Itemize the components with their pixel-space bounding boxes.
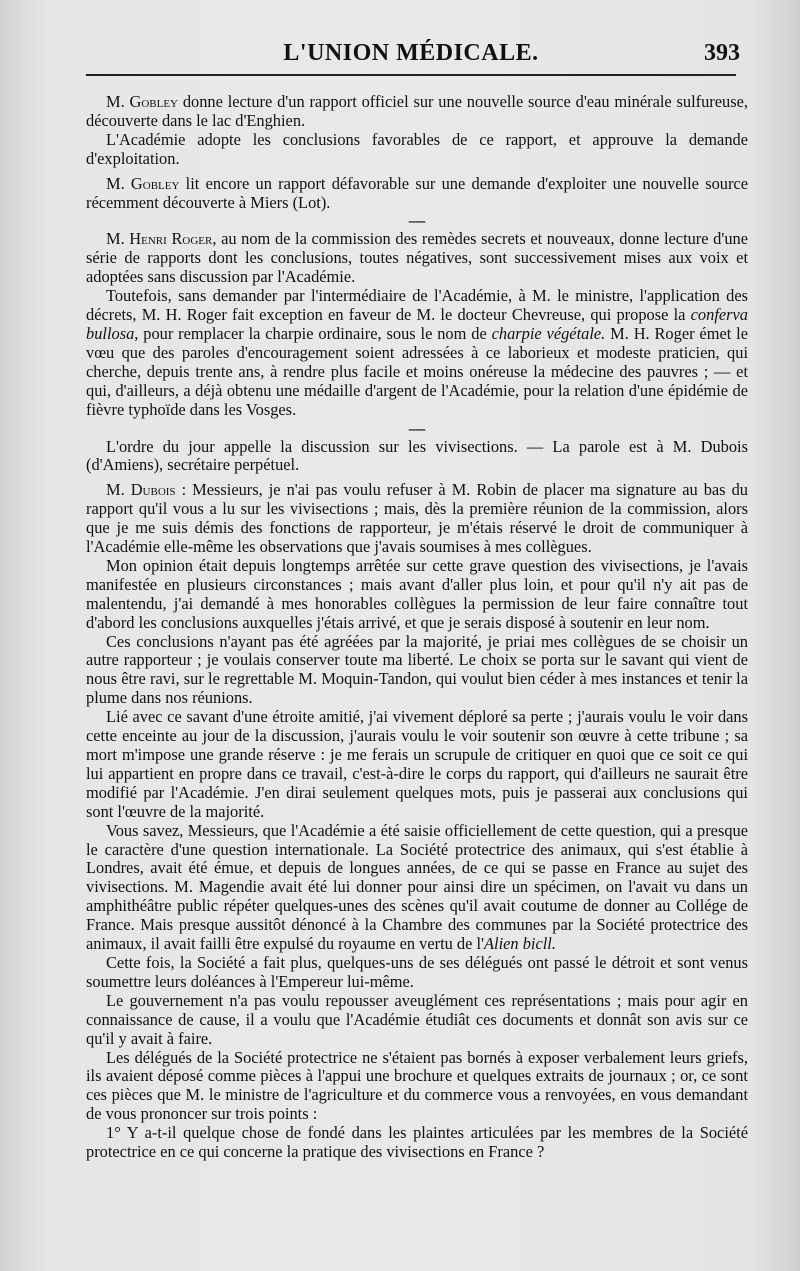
italic-term: Alien bicll. <box>484 934 556 954</box>
paragraph: Mon opinion était depuis longtemps arrêtée sur cette grave question des vivisections, je l'avais manifestée en plusieurs circonstances ; mais avant d'aller plus loin, et pour qu'il n'y ait pas de malentendu, j'ai demandé à mes honorables collègues la permission de leur faire connaître tout d'abord les conclusions auxquelles j'étais arrivé, et que je serais disposé à soutenir en leur nom. <box>86 555 748 632</box>
paragraph: Toutefois, sans demander par l'intermédiaire de l'Académie, à M. le ministre, l'application des décrets, M. H. Roger fait exception en faveur de M. le docteur Chevreuse, qui propose la conferva bullosa, pour remplacer la charpie ordinaire, sous le nom de charpie végétale. M. H. Roger émet le vœu que des paroles d'encouragement soient adressées à ce laborieux et modeste praticien, qui cherche, depuis trente ans, à rendre plus facile et moins onéreuse la médecine des pauvres ; — et qui, d'ailleurs, a déjà obtenu une médaille d'argent de l'Académie, pour la relation d'une épidémie de fièvre typhoïde dans les Vosges. <box>86 286 748 419</box>
article-body <box>86 93 748 1162</box>
paragraph: Cette fois, la Société a fait plus, quelques-uns de ses délégués ont passé le détroit et sont venus soumettre leurs doléances à l'Empereur lui-même. <box>86 952 748 991</box>
speaker-name: M. Dubois <box>106 480 176 500</box>
italic-term: conferva bullosa, <box>86 305 748 343</box>
section-separator: — <box>408 211 426 231</box>
paragraph: M. Gobley donne lecture d'un rapport officiel sur une nouvelle source d'eau minérale sulfureuse, découverte dans le lac d'Enghien. <box>86 92 748 130</box>
italic-term: charpie végétale. <box>491 323 606 343</box>
running-title: L'UNION MÉDICALE. <box>283 40 539 66</box>
page-number: 393 <box>704 40 740 66</box>
page-header <box>80 40 742 74</box>
paragraph: L'Académie adopte les conclusions favorables de ce rapport, et approuve la demande d'exploitation. <box>86 129 748 168</box>
speaker-name: M. Gobley <box>106 92 178 111</box>
paragraph: Vous savez, Messieurs, que l'Académie a été saisie officiellement de cette question, qui a presque le caractère d'une question internationale. La Société protectrice des animaux, qui s'est établie à Londres, avait été émue, et depuis de longues années, de ce qui se passe en France au sujet des vivisections. M. Magendie avait été lui donner pour ainsi dire un spécimen, on l'avait vu dans un amphithéâtre public répéter quelques-unes des scènes qu'il avait coutume de donner au Collége de France. Mais presque aussitôt dénoncé à la Chambre des communes par la Société protectrice des animaux, il avait failli être expulsé du royaume en vertu de l'Alien bicll. <box>86 820 748 954</box>
paragraph: Le gouvernement n'a pas voulu repousser aveuglément ces représentations ; mais pour agir en connaissance de cause, il a voulu que l'Académie étudiât ces documents et donnât son avis sur ce qu'il y avait à faire. <box>86 990 748 1048</box>
paragraph: L'ordre du jour appelle la discussion sur les vivisections. — La parole est à M. Dubois (d'Amiens), secrétaire perpétuel. <box>86 436 748 475</box>
paragraph: M. Gobley lit encore un rapport défavorable sur une demande d'exploiter une nouvelle source récemment découverte à Miers (Lot). <box>86 173 748 212</box>
paragraph: Ces conclusions n'ayant pas été agréées par la majorité, je priai mes collègues de se choisir un autre rapporteur ; je voulais conserver toute ma liberté. Le choix se porta sur le savant qui vient de nous être ravi, sur le regrettable M. Moquin-Tandon, qui voulut bien céder à mes instances et tenir la plume dans nos réunions. <box>86 631 748 708</box>
speaker-name: M. Gobley <box>106 173 180 193</box>
speaker-name: M. Henri Roger <box>106 229 213 249</box>
paragraph: Lié avec ce savant d'une étroite amitié, j'ai vivement déploré sa perte ; j'aurais voulu le voir dans cette enceinte au jour de la discussion, j'aurais voulu le voir soutenir son œuvre à cette tribune ; sa mort m'impose une grande réserve : je me ferais un scrupule de critiquer en quoi que ce soit ce qui lui appartient en propre dans ce travail, c'est-à-dire le corps du rapport, qui d'ailleurs ne saurait être modifié par l'Académie. J'en dirai seulement quelques mots, puis je passerai aux conclusions qui sont l'œuvre de la majorité. <box>86 707 748 821</box>
paragraph: M. Henri Roger, au nom de la commission des remèdes secrets et nouveaux, donne lecture d'une série de rapports dont les conclusions, toutes négatives, sont successivement mises aux voix et adoptées sans discussion par l'Académie. <box>86 229 748 287</box>
paragraph: 1° Y a-t-il quelque chose de fondé dans les plaintes articulées par les membres de la Société protectrice en ce qui concerne la pratique des vivisections en France ? <box>86 1123 748 1162</box>
section-separator: — <box>408 418 426 438</box>
paragraph: M. Dubois : Messieurs, je n'ai pas voulu refuser à M. Robin de placer ma signature au bas du rapport qu'il vous a lu sur les vivisections ; mais, dès la première réunion de la commission, alors que je me suis démis des fonctions de rapporteur, je m'étais réservé le droit de communiquer à l'Académie elle-même les observations que j'avais soumises à mes collègues. <box>86 480 748 557</box>
header-rule <box>86 74 736 76</box>
paragraph: Les délégués de la Société protectrice ne s'étaient pas bornés à exposer verbalement leurs griefs, ils avaient déposé comme pièces à l'appui une brochure et quelques extraits de journaux ; or, ce sont ces pièces que M. le ministre de l'agriculture et du commerce vous a renvoyées, en vous demandant de vous prononcer sur trois points : <box>86 1047 748 1124</box>
